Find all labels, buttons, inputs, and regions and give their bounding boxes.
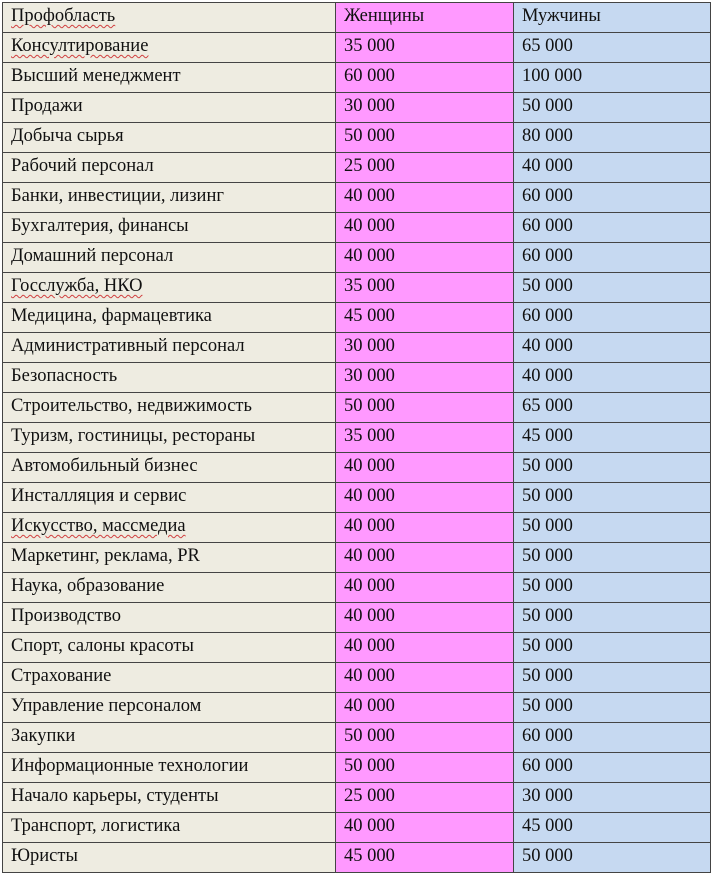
table-row xyxy=(3,423,711,453)
cell-profession: Транспорт, логистика xyxy=(3,813,336,843)
cell-women-salary: 45 000 xyxy=(336,843,514,873)
cell-profession: Домашний персонал xyxy=(3,243,336,273)
cell-women-salary: 40 000 xyxy=(336,603,514,633)
cell-women-salary: 40 000 xyxy=(336,183,514,213)
cell-women-salary: 40 000 xyxy=(336,693,514,723)
table-row xyxy=(3,633,711,663)
cell-profession xyxy=(3,273,336,303)
table-row xyxy=(3,273,711,303)
table-row xyxy=(3,843,711,873)
table-row xyxy=(3,813,711,843)
cell-men-salary: 50 000 xyxy=(514,633,711,663)
cell-women-salary: 50 000 xyxy=(336,753,514,783)
cell-profession: Спорт, салоны красоты xyxy=(3,633,336,663)
cell-women-salary: 30 000 xyxy=(336,333,514,363)
cell-women-salary: 30 000 xyxy=(336,93,514,123)
table-row xyxy=(3,333,711,363)
cell-women-salary: 45 000 xyxy=(336,303,514,333)
cell-profession: Начало карьеры, студенты xyxy=(3,783,336,813)
cell-profession xyxy=(3,33,336,63)
cell-men-salary: 50 000 xyxy=(514,483,711,513)
table-row xyxy=(3,243,711,273)
header-profession-label: Профобласть xyxy=(11,6,116,26)
table-row xyxy=(3,213,711,243)
salary-table xyxy=(2,2,711,873)
cell-men-salary: 65 000 xyxy=(514,33,711,63)
table-row xyxy=(3,363,711,393)
cell-profession: Информационные технологии xyxy=(3,753,336,783)
cell-profession: Маркетинг, реклама, PR xyxy=(3,543,336,573)
header-profession xyxy=(3,3,336,33)
cell-women-salary: 25 000 xyxy=(336,153,514,183)
cell-men-salary: 50 000 xyxy=(514,543,711,573)
cell-men-salary: 60 000 xyxy=(514,243,711,273)
cell-women-salary: 40 000 xyxy=(336,243,514,273)
cell-men-salary: 50 000 xyxy=(514,93,711,123)
table-row xyxy=(3,753,711,783)
table-row xyxy=(3,453,711,483)
cell-women-salary: 40 000 xyxy=(336,813,514,843)
cell-men-salary: 60 000 xyxy=(514,753,711,783)
cell-profession: Банки, инвестиции, лизинг xyxy=(3,183,336,213)
table-row xyxy=(3,33,711,63)
cell-profession xyxy=(3,513,336,543)
cell-women-salary: 40 000 xyxy=(336,453,514,483)
table-body xyxy=(3,33,711,873)
cell-profession: Высший менеджмент xyxy=(3,63,336,93)
header-women: Женщины xyxy=(336,3,514,33)
cell-men-salary: 60 000 xyxy=(514,183,711,213)
cell-women-salary: 25 000 xyxy=(336,783,514,813)
cell-men-salary: 50 000 xyxy=(514,273,711,303)
cell-women-salary: 40 000 xyxy=(336,573,514,603)
table-row xyxy=(3,183,711,213)
cell-women-salary: 40 000 xyxy=(336,543,514,573)
cell-men-salary: 60 000 xyxy=(514,213,711,243)
table-row xyxy=(3,693,711,723)
cell-women-salary: 40 000 xyxy=(336,663,514,693)
table-row xyxy=(3,63,711,93)
cell-profession: Административный персонал xyxy=(3,333,336,363)
cell-profession: Юристы xyxy=(3,843,336,873)
table-row xyxy=(3,513,711,543)
cell-profession: Управление персоналом xyxy=(3,693,336,723)
cell-men-salary: 60 000 xyxy=(514,303,711,333)
cell-men-salary: 40 000 xyxy=(514,333,711,363)
cell-women-salary: 50 000 xyxy=(336,393,514,423)
table-row xyxy=(3,663,711,693)
cell-profession: Бухгалтерия, финансы xyxy=(3,213,336,243)
cell-profession: Туризм, гостиницы, рестораны xyxy=(3,423,336,453)
cell-women-salary: 35 000 xyxy=(336,273,514,303)
cell-profession: Добыча сырья xyxy=(3,123,336,153)
cell-women-salary: 40 000 xyxy=(336,633,514,663)
table-row xyxy=(3,123,711,153)
table-row xyxy=(3,543,711,573)
header-men: Мужчины xyxy=(514,3,711,33)
cell-men-salary: 40 000 xyxy=(514,153,711,183)
cell-men-salary: 50 000 xyxy=(514,603,711,633)
table-row xyxy=(3,153,711,183)
cell-men-salary: 45 000 xyxy=(514,813,711,843)
cell-profession: Автомобильный бизнес xyxy=(3,453,336,483)
cell-women-salary: 35 000 xyxy=(336,33,514,63)
table-header-row xyxy=(3,3,711,33)
table-row xyxy=(3,723,711,753)
cell-men-salary: 50 000 xyxy=(514,573,711,603)
cell-profession: Продажи xyxy=(3,93,336,123)
cell-women-salary: 30 000 xyxy=(336,363,514,393)
table-row xyxy=(3,93,711,123)
table-row xyxy=(3,393,711,423)
cell-women-salary: 40 000 xyxy=(336,213,514,243)
table-row xyxy=(3,603,711,633)
cell-profession-label: Консултирование xyxy=(11,36,149,56)
cell-profession: Производство xyxy=(3,603,336,633)
salary-table-container xyxy=(2,2,710,873)
cell-men-salary: 40 000 xyxy=(514,363,711,393)
cell-men-salary: 30 000 xyxy=(514,783,711,813)
cell-women-salary: 50 000 xyxy=(336,123,514,153)
cell-men-salary: 50 000 xyxy=(514,513,711,543)
cell-profession-label: Госслужба, НКО xyxy=(11,276,143,296)
cell-profession: Медицина, фармацевтика xyxy=(3,303,336,333)
table-row xyxy=(3,483,711,513)
cell-women-salary: 35 000 xyxy=(336,423,514,453)
cell-profession: Инсталляция и сервис xyxy=(3,483,336,513)
cell-men-salary: 60 000 xyxy=(514,723,711,753)
cell-men-salary: 45 000 xyxy=(514,423,711,453)
cell-profession: Строительство, недвижимость xyxy=(3,393,336,423)
cell-men-salary: 50 000 xyxy=(514,453,711,483)
cell-profession: Наука, образование xyxy=(3,573,336,603)
cell-profession: Закупки xyxy=(3,723,336,753)
cell-men-salary: 100 000 xyxy=(514,63,711,93)
cell-profession: Безопасность xyxy=(3,363,336,393)
cell-men-salary: 65 000 xyxy=(514,393,711,423)
cell-men-salary: 80 000 xyxy=(514,123,711,153)
cell-women-salary: 50 000 xyxy=(336,723,514,753)
cell-men-salary: 50 000 xyxy=(514,693,711,723)
cell-women-salary: 40 000 xyxy=(336,483,514,513)
cell-profession: Страхование xyxy=(3,663,336,693)
cell-men-salary: 50 000 xyxy=(514,663,711,693)
cell-profession: Рабочий персонал xyxy=(3,153,336,183)
table-row xyxy=(3,303,711,333)
cell-women-salary: 40 000 xyxy=(336,513,514,543)
table-row xyxy=(3,783,711,813)
cell-profession-label: Искусство, массмедиа xyxy=(11,516,186,536)
cell-women-salary: 60 000 xyxy=(336,63,514,93)
cell-men-salary: 50 000 xyxy=(514,843,711,873)
table-row xyxy=(3,573,711,603)
